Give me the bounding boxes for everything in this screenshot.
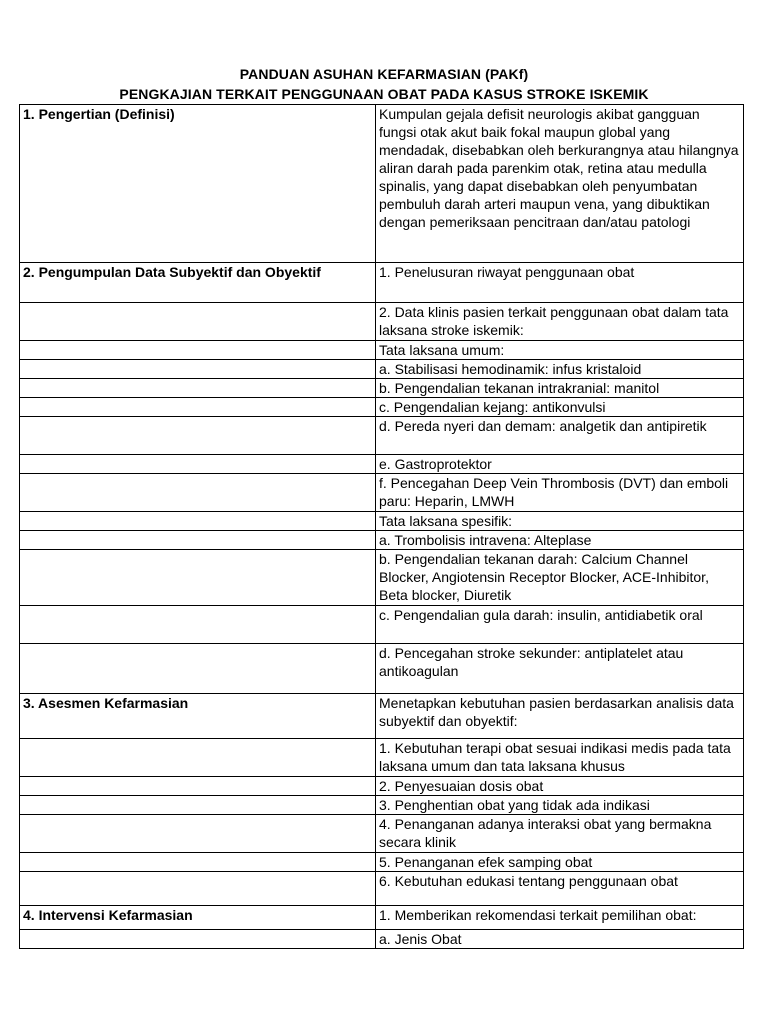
table-row	[20, 417, 744, 455]
section-content: 2. Data klinis pasien terkait penggunaan obat dalam tata laksana stroke iskemik:	[376, 303, 744, 341]
section-content: f. Pencegahan Deep Vein Thrombosis (DVT) dan emboli paru: Heparin, LMWH	[376, 474, 744, 512]
section-content: 3. Penghentian obat yang tidak ada indikasi	[376, 796, 744, 815]
table-row	[20, 777, 744, 796]
table-row	[20, 796, 744, 815]
table-row	[20, 872, 744, 906]
section-label	[20, 872, 376, 906]
table-row	[20, 606, 744, 644]
section-label	[20, 398, 376, 417]
pakf-table	[19, 104, 744, 949]
table-row	[20, 474, 744, 512]
section-content: d. Pereda nyeri dan demam: analgetik dan antipiretik	[376, 417, 744, 455]
table-row	[20, 930, 744, 949]
section-content: a. Trombolisis intravena: Alteplase	[376, 531, 744, 550]
table-row	[20, 360, 744, 379]
section-content: 2. Penyesuaian dosis obat	[376, 777, 744, 796]
section-label	[20, 531, 376, 550]
section-content: 1. Kebutuhan terapi obat sesuai indikasi medis pada tata laksana umum dan tata laksana khusus	[376, 739, 744, 777]
section-label: 2. Pengumpulan Data Subyektif dan Obyektif	[20, 263, 376, 303]
section-label: 4. Intervensi Kefarmasian	[20, 906, 376, 930]
section-content: b. Pengendalian tekanan intrakranial: manitol	[376, 379, 744, 398]
table-row	[20, 303, 744, 341]
table-row	[20, 853, 744, 872]
section-label	[20, 815, 376, 853]
section-label	[20, 341, 376, 360]
table-row	[20, 398, 744, 417]
section-label	[20, 455, 376, 474]
section-label	[20, 550, 376, 606]
table-row	[20, 341, 744, 360]
section-content: e. Gastroprotektor	[376, 455, 744, 474]
section-label	[20, 303, 376, 341]
table-row	[20, 379, 744, 398]
table-row	[20, 906, 744, 930]
table-row	[20, 512, 744, 531]
section-label: 1. Pengertian (Definisi)	[20, 105, 376, 263]
section-label	[20, 512, 376, 531]
section-label	[20, 474, 376, 512]
section-label: 3. Asesmen Kefarmasian	[20, 694, 376, 739]
table-row	[20, 815, 744, 853]
section-content: Menetapkan kebutuhan pasien berdasarkan analisis data subyektif dan obyektif:	[376, 694, 744, 739]
section-label	[20, 606, 376, 644]
section-content: a. Jenis Obat	[376, 930, 744, 949]
section-content: Tata laksana umum:	[376, 341, 744, 360]
table-row	[20, 644, 744, 694]
table-row	[20, 263, 744, 303]
section-label	[20, 360, 376, 379]
section-content: c. Pengendalian kejang: antikonvulsi	[376, 398, 744, 417]
section-content: 5. Penanganan efek samping obat	[376, 853, 744, 872]
section-content: 1. Memberikan rekomendasi terkait pemilihan obat:	[376, 906, 744, 930]
section-content: 4. Penanganan adanya interaksi obat yang bermakna secara klinik	[376, 815, 744, 853]
table-row	[20, 739, 744, 777]
table-row	[20, 531, 744, 550]
section-content: 1. Penelusuran riwayat penggunaan obat	[376, 263, 744, 303]
section-content: 6. Kebutuhan edukasi tentang penggunaan obat	[376, 872, 744, 906]
section-content: Kumpulan gejala defisit neurologis akibat gangguan fungsi otak akut baik fokal maupun global yang mendadak, disebabkan oleh berkurangnya atau hilangnya aliran darah pada parenkim otak, retina atau medulla spinalis, yang dapat disebabkan oleh penyumbatan pembuluh darah arteri maupun vena, yang dibuktikan dengan pemeriksaan pencitraan dan/atau patologi	[376, 105, 744, 263]
section-content: Tata laksana spesifik:	[376, 512, 744, 531]
section-label	[20, 930, 376, 949]
table-row	[20, 694, 744, 739]
section-label	[20, 644, 376, 694]
document-title: PANDUAN ASUHAN KEFARMASIAN (PAKf)	[239, 66, 529, 82]
section-label	[20, 853, 376, 872]
section-label	[20, 796, 376, 815]
section-content: a. Stabilisasi hemodinamik: infus kristaloid	[376, 360, 744, 379]
document-subtitle: PENGKAJIAN TERKAIT PENGGUNAAN OBAT PADA KASUS STROKE ISKEMIK	[119, 86, 649, 102]
section-label	[20, 417, 376, 455]
table-row	[20, 105, 744, 263]
section-content: c. Pengendalian gula darah: insulin, antidiabetik oral	[376, 606, 744, 644]
section-content: d. Pencegahan stroke sekunder: antiplatelet atau antikoagulan	[376, 644, 744, 694]
section-content: b. Pengendalian tekanan darah: Calcium Channel Blocker, Angiotensin Receptor Blocker, ACE-Inhibitor, Beta blocker, Diuretik	[376, 550, 744, 606]
table-row	[20, 455, 744, 474]
table-row	[20, 550, 744, 606]
section-label	[20, 739, 376, 777]
section-label	[20, 379, 376, 398]
section-label	[20, 777, 376, 796]
